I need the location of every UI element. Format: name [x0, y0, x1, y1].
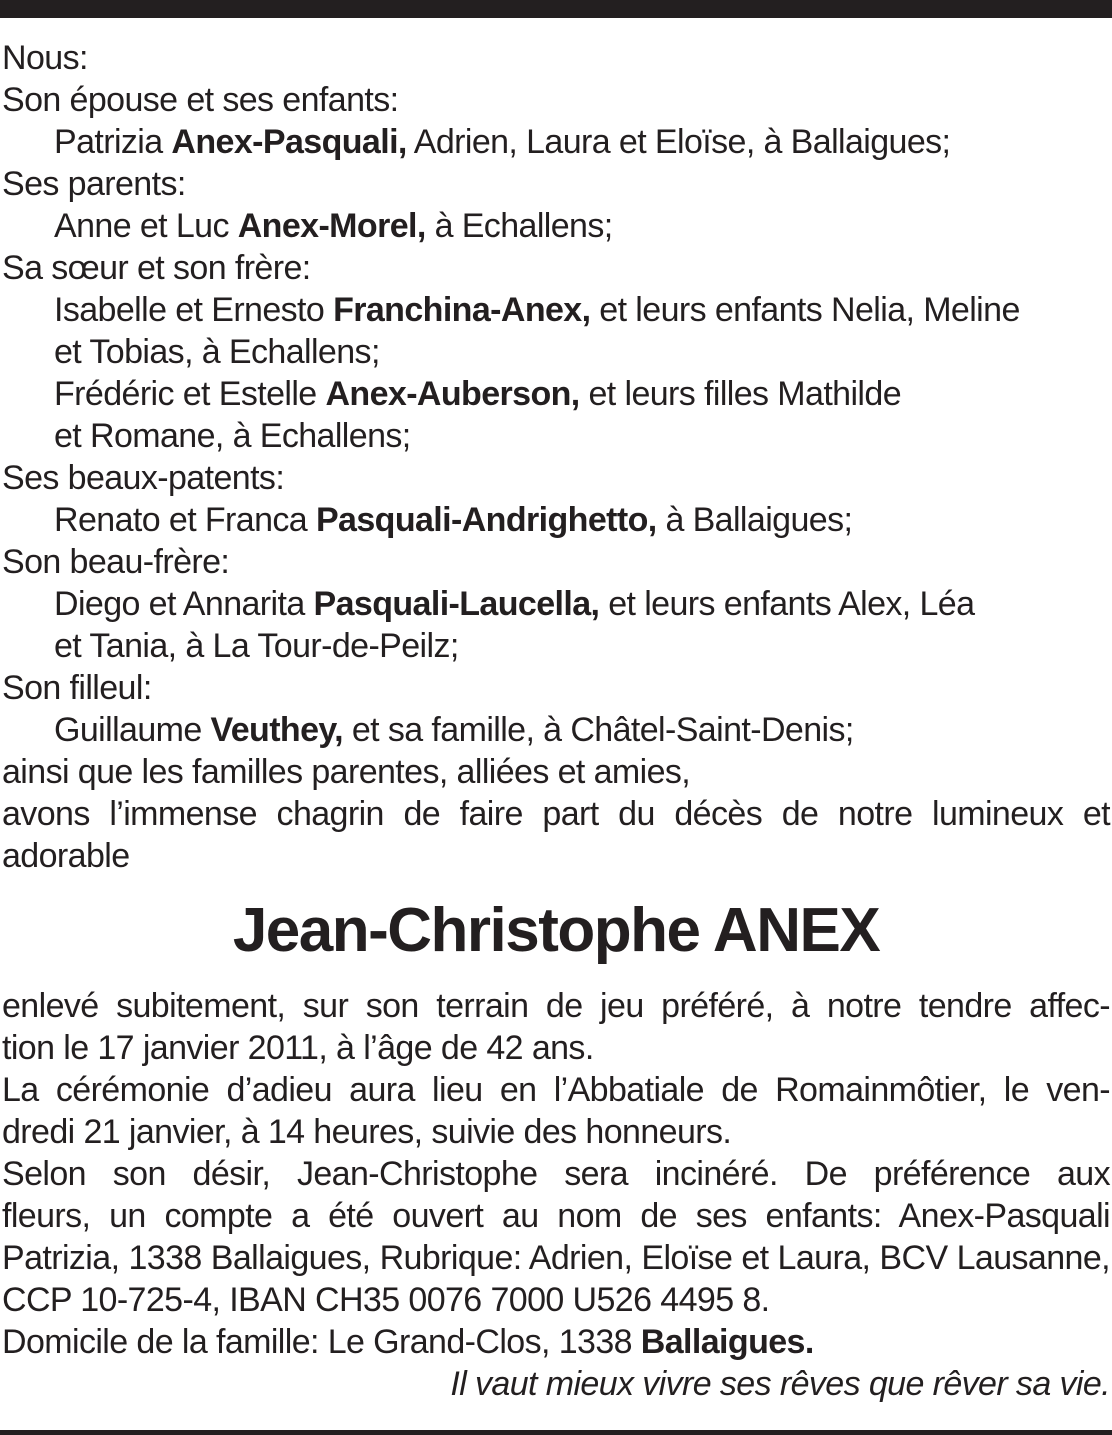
surname: Anex-Auberson,: [325, 375, 580, 413]
ceremony-line: La cérémonie d’adieu aura lieu en l’Abbatiale de Romainmôtier, le ven-: [2, 1071, 1110, 1109]
announcement-line-continued: adorable: [2, 837, 130, 875]
bottom-rule: [0, 1430, 1112, 1435]
surname: Anex-Pasquali,: [171, 123, 407, 161]
sister-entry: Isabelle et Ernesto Franchina-Anex, et leurs enfants Nelia, Meline: [54, 291, 1020, 329]
ceremony-line: dredi 21 janvier, à 14 heures, suivie des honneurs.: [2, 1113, 732, 1151]
donation-line: Selon son désir, Jean-Christophe sera incinéré. De préférence aux: [2, 1155, 1110, 1193]
intro-line: Nous:: [2, 39, 88, 77]
family-address: Domicile de la famille: Le Grand-Clos, 1338 Ballaigues.: [2, 1323, 814, 1361]
spouse-entry: Patrizia Anex-Pasquali, Adrien, Laura et Eloïse, à Ballaigues;: [54, 123, 951, 161]
place-name: Ballaigues.: [640, 1323, 814, 1361]
obituary-notice: [2, 37, 1110, 1405]
donation-line: Patrizia, 1338 Ballaigues, Rubrique: Adrien, Eloïse et Laura, BCV Lausanne,: [2, 1239, 1110, 1277]
surname: Pasquali-Andrighetto,: [315, 501, 657, 539]
godson-label: Son filleul:: [2, 669, 152, 707]
circumstances-line: enlevé subitement, sur son terrain de jeu préféré, à notre tendre affec-: [2, 987, 1110, 1025]
closing-quote: Il vaut mieux vivre ses rêves que rêver sa vie.: [450, 1365, 1110, 1403]
surname: Anex-Morel,: [237, 207, 426, 245]
inlaws-entry: Renato et Franca Pasquali-Andrighetto, à Ballaigues;: [54, 501, 853, 539]
families-line: ainsi que les familles parentes, alliées et amies,: [2, 753, 691, 791]
sister-entry-continued: et Tobias, à Echallens;: [54, 333, 380, 371]
brother-entry-continued: et Romane, à Echallens;: [54, 417, 411, 455]
brother-in-law-entry-continued: et Tania, à La Tour-de-Peilz;: [54, 627, 459, 665]
announcement-line: avons l’immense chagrin de faire part du décès de notre lumineux et: [2, 795, 1110, 833]
godson-entry: Guillaume Veuthey, et sa famille, à Châtel-Saint-Denis;: [54, 711, 854, 749]
spouse-label: Son épouse et ses enfants:: [2, 81, 399, 119]
circumstances-line: tion le 17 janvier 2011, à l’âge de 42 ans.: [2, 1029, 594, 1067]
inlaws-label: Ses beaux-patents:: [2, 459, 285, 497]
surname: Veuthey,: [210, 711, 344, 749]
deceased-name: Jean-Christophe ANEX: [232, 896, 880, 965]
surname: Pasquali-Laucella,: [313, 585, 600, 623]
brother-in-law-entry: Diego et Annarita Pasquali-Laucella, et leurs enfants Alex, Léa: [54, 585, 975, 623]
donation-line: CCP 10-725-4, IBAN CH35 0076 7000 U526 4495 8.: [2, 1281, 770, 1319]
parents-label: Ses parents:: [2, 165, 186, 203]
parents-entry: Anne et Luc Anex-Morel, à Echallens;: [54, 207, 613, 245]
brother-entry: Frédéric et Estelle Anex-Auberson, et leurs filles Mathilde: [54, 375, 902, 413]
top-rule: [0, 0, 1112, 18]
siblings-label: Sa sœur et son frère:: [2, 249, 311, 287]
brother-in-law-label: Son beau-frère:: [2, 543, 230, 581]
surname: Franchina-Anex,: [333, 291, 591, 329]
donation-line: fleurs, un compte a été ouvert au nom de ses enfants: Anex-Pasquali: [2, 1197, 1110, 1235]
